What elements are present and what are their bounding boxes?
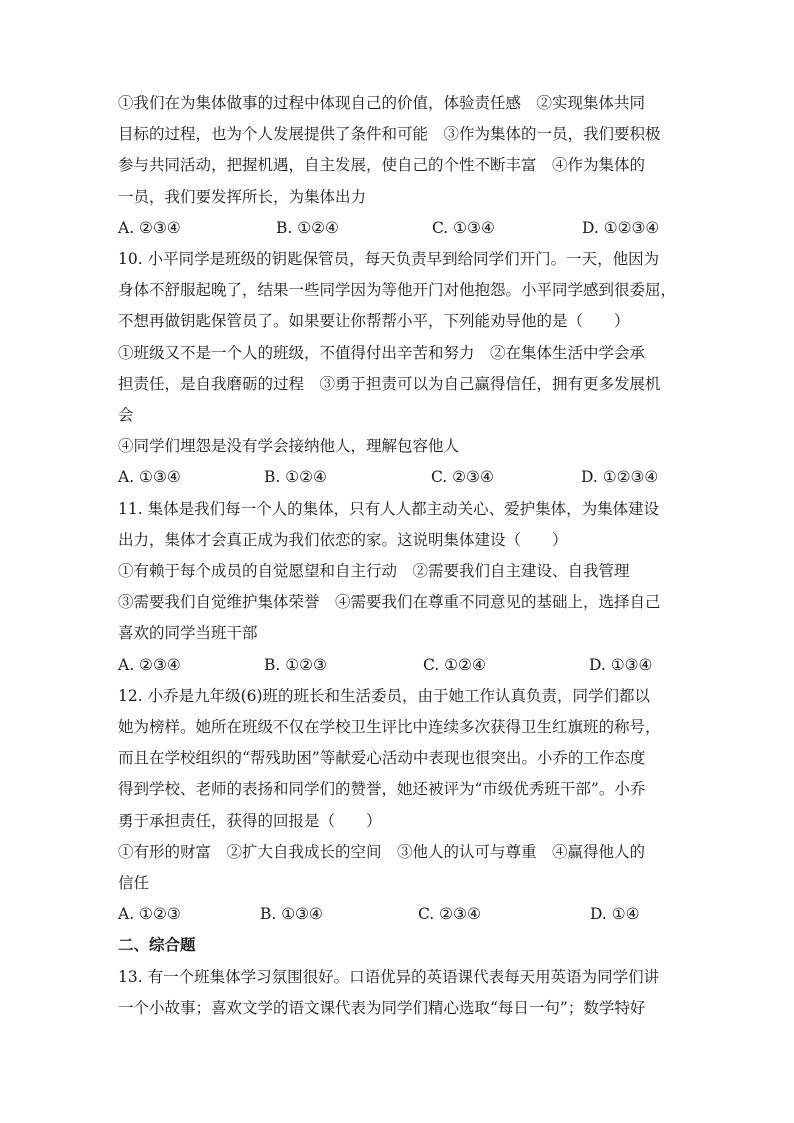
question-11 xyxy=(118,494,678,681)
question-text-line: 而且在学校组织的“帮残助困”等献爱心活动中表现也很突出。小乔的工作态度 xyxy=(118,749,646,768)
option-c: C. ②③④ xyxy=(431,468,494,487)
question-text-line: 她为榜样。她所在班级不仅在学校卫生评比中连续多次获得卫生红旗班的称号， xyxy=(118,718,661,737)
question-12 xyxy=(118,681,678,931)
option-d: D. ①②③④ xyxy=(581,468,659,487)
option-c: C. ①③④ xyxy=(432,218,495,237)
question-text-line: 担责任，是自我磨砺的过程 ③勇于担责可以为自己赢得信任，拥有更多发展机 xyxy=(118,374,661,393)
question-text-line: ④同学们埋怨是没有学会接纳他人，理解包容他人 xyxy=(118,437,460,456)
question-text-line: 13. 有一个班集体学习氛围很好。口语优异的英语课代表每天用英语为同学们讲 xyxy=(118,967,660,986)
option-a: A. ①②③ xyxy=(118,905,181,924)
option-a: A. ②③④ xyxy=(118,655,181,674)
question-text-line: ①我们在为集体做事的过程中体现自己的价值，体验责任感 ②实现集体共同 xyxy=(118,94,646,112)
question-text-line: ③需要我们自觉维护集体荣誉 ④需要我们在尊重不同意见的基础上，选择自己 xyxy=(118,593,661,612)
option-d: D. ①③④ xyxy=(589,655,653,674)
question-13 xyxy=(118,962,678,1024)
option-b: B. ①②④ xyxy=(264,468,327,487)
option-d: D. ①④ xyxy=(590,905,640,924)
option-c: C. ②③④ xyxy=(418,905,481,924)
question-text-line: 一个小故事；喜欢文学的语文课代表为同学们精心选取“每日一句”；数学特好 xyxy=(118,998,646,1017)
answer-options xyxy=(118,462,678,493)
question-text-line: 勇于承担责任，获得的回报是（ ） xyxy=(118,811,382,830)
question-text-line: 出力，集体才会真正成为我们依恋的家。这说明集体建设（ ） xyxy=(118,530,568,549)
question-text-line: 喜欢的同学当班干部 xyxy=(118,624,258,643)
question-text-line: 参与共同活动，把握机遇，自主发展，使自己的个性不断丰富 ④作为集体的 xyxy=(118,156,646,175)
question-9-continuation xyxy=(118,88,678,244)
question-text-line: 身体不舒服起晚了，结果一些同学因为等他开门对他抱怨。小平同学感到很委屈， xyxy=(118,281,677,300)
question-text-line: 12. 小乔是九年级(6)班的班长和生活委员，由于她工作认真负责，同学们都以 xyxy=(118,686,651,705)
option-c: C. ①②④ xyxy=(423,655,486,674)
question-text-line: 得到学校、老师的表扬和同学们的赞誉，她还被评为“市级优秀班干部”。小乔 xyxy=(118,780,646,799)
option-d: D. ①②③④ xyxy=(582,218,660,237)
question-text-line: 会 xyxy=(118,406,134,425)
question-text-line: ①有赖于每个成员的自觉愿望和自主行动 ②需要我们自主建设、自我管理 xyxy=(118,562,630,581)
question-text-line: 11. 集体是我们每一个人的集体，只有人人都主动关心、爱护集体，为集体建设 xyxy=(118,499,660,518)
question-text-line: ①有形的财富 ②扩大自我成长的空间 ③他人的认可与尊重 ④赢得他人的 xyxy=(118,842,646,861)
question-text-line: 目标的过程，也为个人发展提供了条件和可能 ③作为集体的一员，我们要积极 xyxy=(118,125,661,144)
question-10 xyxy=(118,244,678,494)
question-text-line: 信任 xyxy=(118,874,150,893)
option-b: B. ①②③ xyxy=(264,655,327,674)
option-a: A. ①③④ xyxy=(118,468,181,487)
option-b: B. ①②④ xyxy=(276,218,339,237)
answer-options xyxy=(118,650,678,681)
exam-page xyxy=(118,88,678,1024)
option-b: B. ①③④ xyxy=(260,905,323,924)
answer-options xyxy=(118,213,678,244)
option-a: A. ②③④ xyxy=(118,218,181,237)
answer-options xyxy=(118,899,678,930)
question-text-line: 10. 小平同学是班级的钥匙保管员，每天负责早到给同学们开门。一天，他因为 xyxy=(118,250,660,269)
section-heading: 二、综合题 xyxy=(118,936,196,955)
question-text-line: ①班级又不是一个人的班级，不值得付出辛苦和努力 ②在集体生活中学会承 xyxy=(118,343,646,362)
question-text-line: 不想再做钥匙保管员了。如果要让你帮帮小平，下列能劝导他的是（ ） xyxy=(118,312,630,331)
question-text-line: 一员，我们要发挥所长，为集体出力 xyxy=(118,187,367,206)
